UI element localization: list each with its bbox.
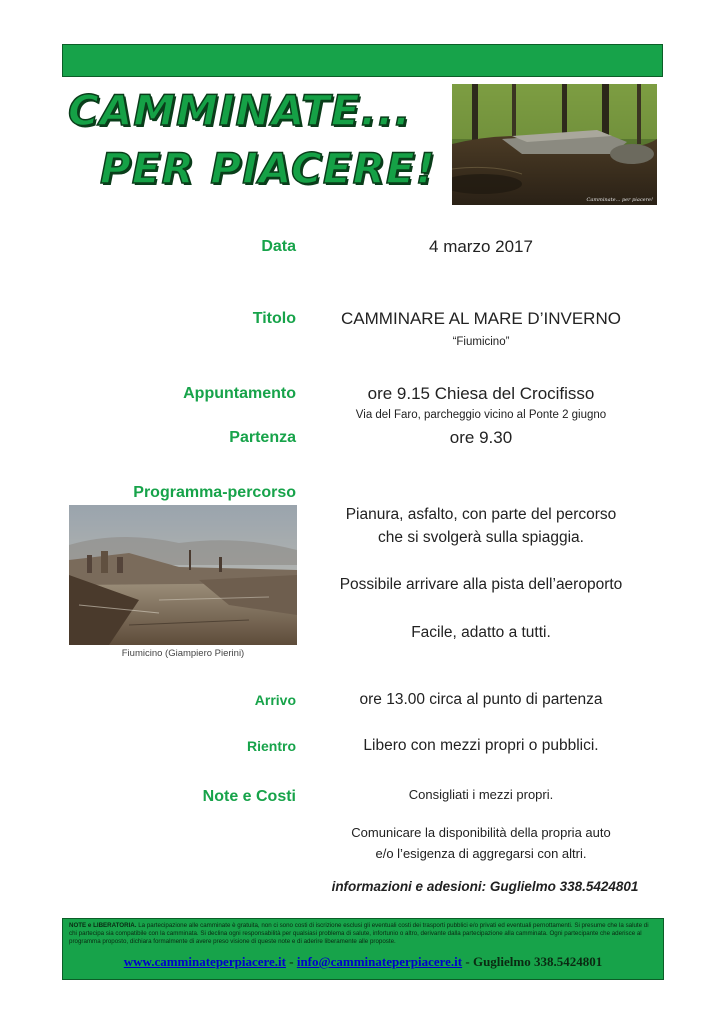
fiumicino-painting-image: [69, 505, 297, 645]
footer-disclaimer-title: NOTE e LIBERATORIA.: [69, 922, 137, 929]
appuntamento-value: ore 9.15 Chiesa del Crocifisso: [367, 384, 595, 403]
footer-disclaimer: [69, 922, 658, 946]
stream-photo: [452, 84, 657, 205]
title-line-2: PER PIACERE!: [100, 144, 436, 193]
appuntamento-label: Appuntamento: [183, 385, 296, 402]
partenza-label: Partenza: [229, 429, 296, 446]
rientro-value: Libero con mezzi propri o pubblici.: [363, 737, 599, 754]
programma-line-2: che si svolgerà sulla spiaggia.: [378, 529, 584, 546]
top-banner: [62, 44, 663, 77]
fiumicino-painting: [69, 505, 297, 645]
data-label: Data: [261, 238, 296, 255]
footer-separator-2: -: [462, 954, 473, 969]
title-line-1: CAMMINATE...: [68, 86, 412, 135]
footer-contact: Guglielmo 338.5424801: [472, 954, 603, 969]
photo-caption: Camminate... per piacere!: [586, 197, 653, 203]
stream-photo-image: [452, 84, 657, 205]
titolo-label: Titolo: [252, 310, 296, 327]
footer-banner: [62, 918, 664, 980]
rientro-label: Rientro: [247, 738, 296, 754]
website-link[interactable]: www.camminateperpiacere.it: [123, 954, 286, 969]
note-line-2: Comunicare la disponibilità della propria auto: [351, 825, 611, 840]
arrivo-label: Arrivo: [254, 692, 296, 708]
note-line-3: e/o l’esigenza di aggregarsi con altri.: [375, 846, 587, 861]
titolo-subtitle: “Fiumicino”: [452, 336, 510, 348]
footer-links: [63, 954, 663, 970]
partenza-value: ore 9.30: [449, 428, 513, 447]
programma-line-1: Pianura, asfalto, con parte del percorso: [345, 506, 617, 523]
painting-caption: Fiumicino (Giampiero Pierini): [121, 648, 245, 659]
programma-line-3: Possibile arrivare alla pista dell’aeroporto: [339, 576, 623, 593]
email-link[interactable]: info@camminateperpiacere.it: [296, 954, 463, 969]
info-contact: informazioni e adesioni: Guglielmo 338.5424801: [331, 879, 639, 894]
arrivo-value: ore 13.00 circa al punto di partenza: [359, 691, 603, 708]
note-costi-label: Note e Costi: [202, 788, 296, 805]
programma-label: Programma-percorso: [133, 484, 296, 501]
note-line-1: Consigliati i mezzi propri.: [408, 787, 554, 802]
appuntamento-subtitle: Via del Faro, parcheggio vicino al Ponte 2 giugno: [355, 409, 607, 421]
data-value: 4 marzo 2017: [429, 237, 533, 256]
footer-separator-1: -: [285, 954, 297, 969]
footer-disclaimer-text: La partecipazione alle camminate è gratuita, non ci sono costi di iscrizione esclusi gli eventuali costi dei trasporti pubblici e/o privati ed eventuali pernottamenti. Si presume che la salute di chi partecipa sia compatibile con la camminata. Si declina ogni responsabilità per qualsiasi problema di salute, infortunio o altro, derivante dalla partecipazione alla camminata. Ogni partecipante che aderisce al programma proposto, dichiara formalmente di avere preso visione di queste note e di aderire liberamente alle proposte.: [69, 922, 649, 945]
programma-line-4: Facile, adatto a tutti.: [411, 624, 551, 641]
titolo-value: CAMMINARE AL MARE D’INVERNO: [341, 309, 621, 328]
